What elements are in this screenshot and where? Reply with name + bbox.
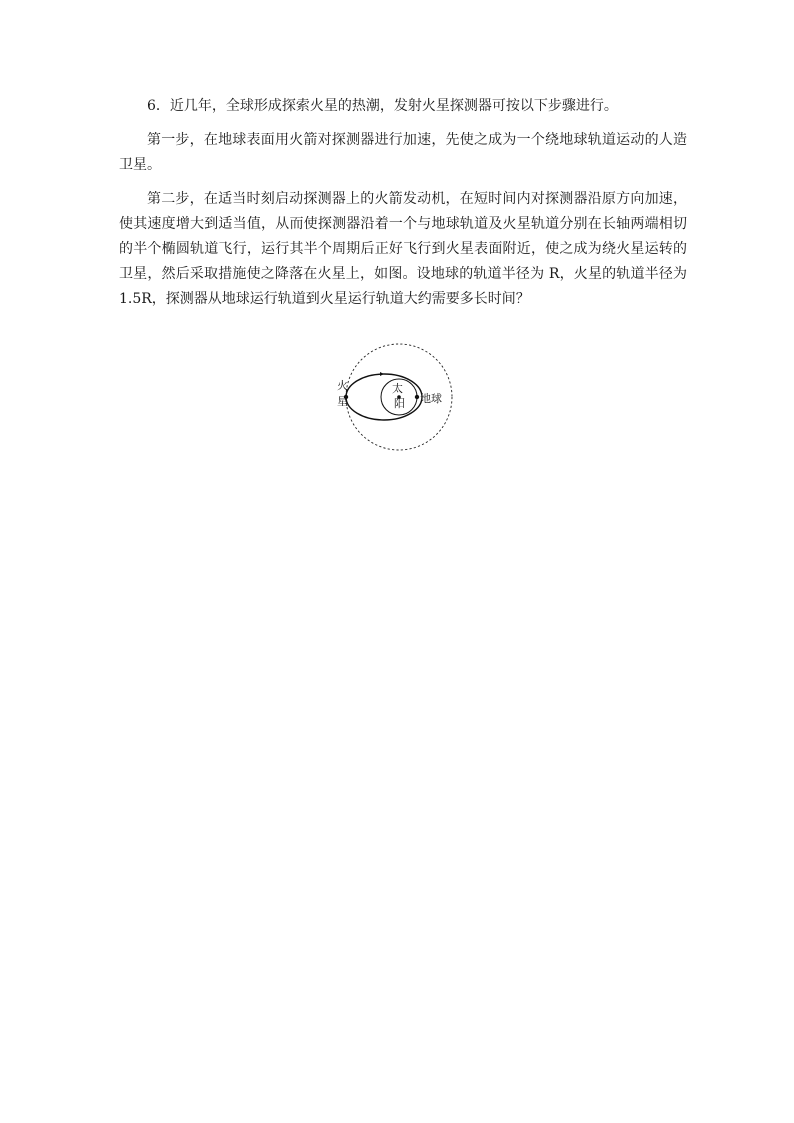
- direction-arrow: [380, 372, 384, 376]
- transfer-ellipse: [346, 374, 422, 420]
- sun-label-bottom: 阳: [394, 397, 405, 410]
- earth-label: 地球: [420, 392, 442, 405]
- mars-label-bottom: 星: [337, 395, 348, 408]
- orbit-diagram: [334, 342, 456, 452]
- problem-text: [119, 94, 687, 321]
- step-one: 第一步，在地球表面用火箭对探测器进行加速，先使之成为一个绕地球轨道运动的人造卫星。: [119, 132, 687, 173]
- orbit-figure: [334, 342, 456, 452]
- mars-label-top: 火: [337, 379, 348, 392]
- sun-label-top: 太: [392, 382, 403, 395]
- step-two: 第二步，在适当时刻启动探测器上的火箭发动机，在短时间内对探测器沿原方向加速，使其速度增大到适当值，从而使探测器沿着一个与地球轨道及火星轨道分别在长轴两端相切的半个椭圆轨道飞行，运行其半个周期后正好飞行到火星表面附近，使之成为绕火星运转的卫星，然后采取措施使之降落在火星上，如图。设地球的轨道半径为 R，火星的轨道半径为 1.5R，探测器从地球运行轨道到火星运行轨道大约需要多长时间？: [119, 191, 687, 307]
- earth-dot: [415, 395, 419, 399]
- problem-intro: 6．近几年，全球形成探索火星的热潮，发射火星探测器可按以下步骤进行。: [147, 98, 618, 114]
